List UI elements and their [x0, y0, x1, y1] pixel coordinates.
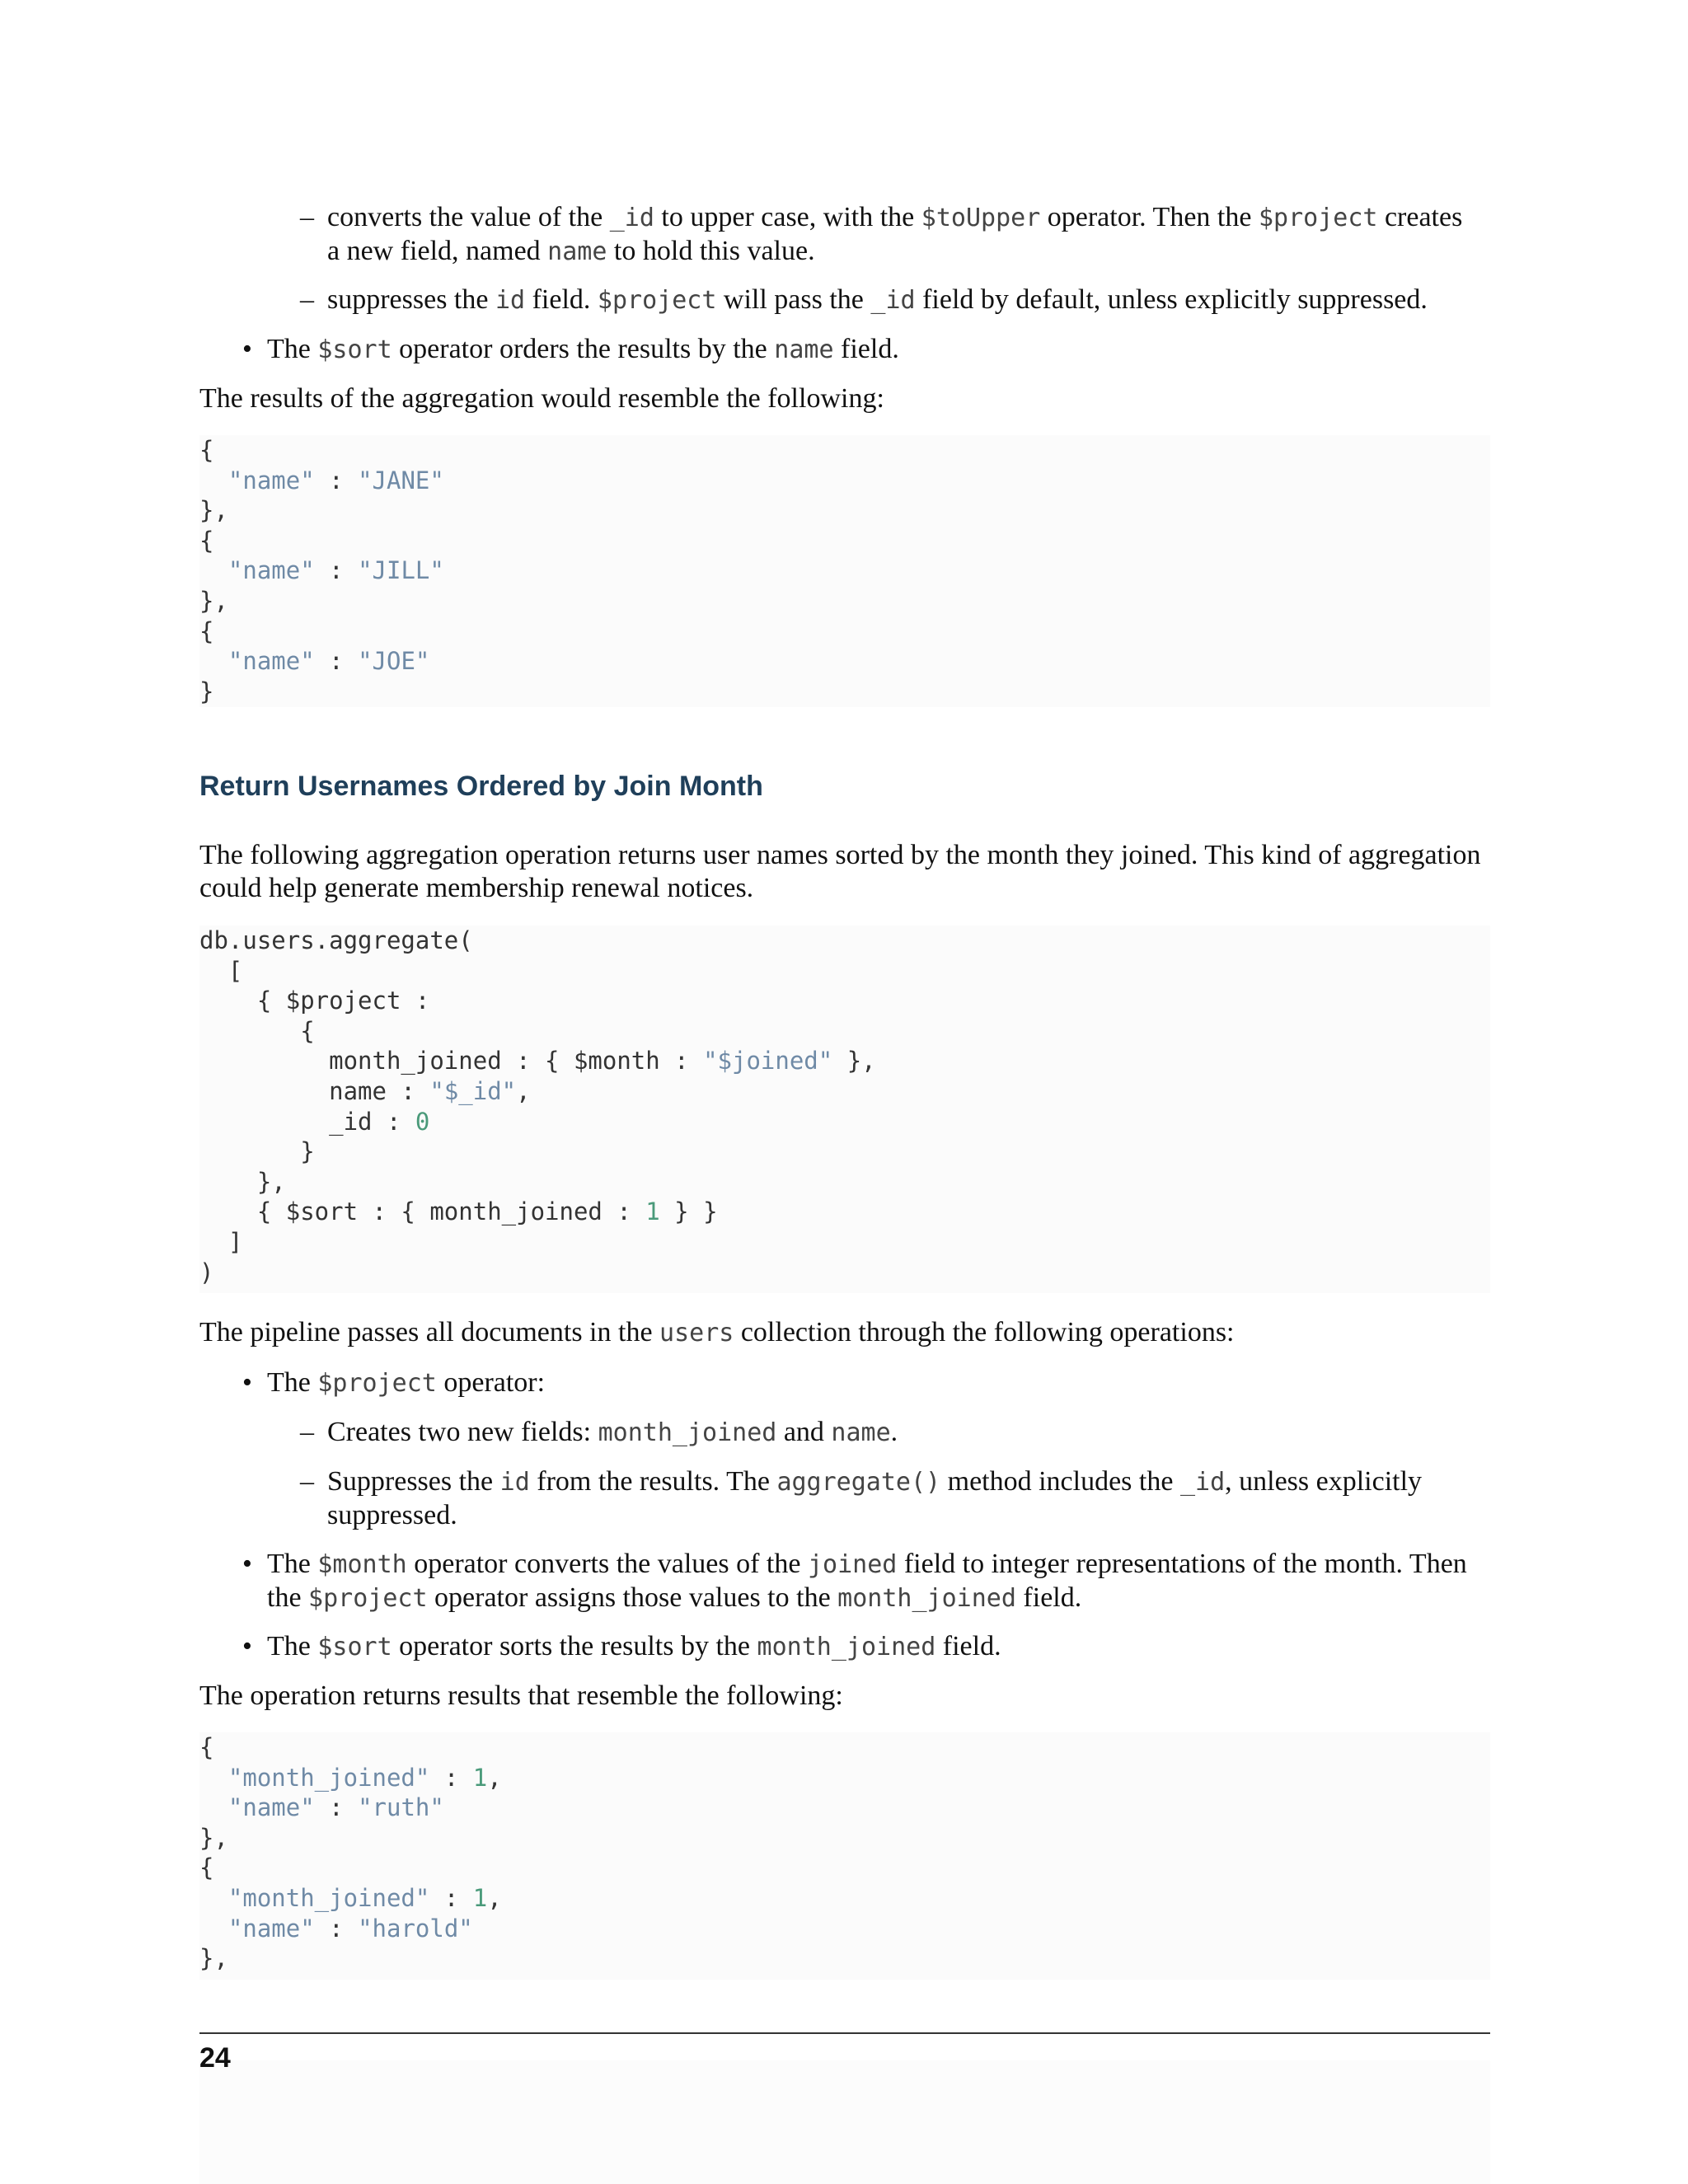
paragraph: The results of the aggregation would resemble the following:: [199, 383, 884, 414]
list-item: converts the value of the _id to upper case, with the $toUpper operator. Then the $project creates a new field, named name to hold this value.: [327, 202, 1463, 266]
paragraph: The pipeline passes all documents in the users collection through the following operations:: [199, 1317, 1235, 1347]
list-item: Suppresses the id from the results. The aggregate() method includes the _id, unless explicitly suppressed.: [327, 1466, 1423, 1530]
bullet-marker: •: [242, 334, 252, 364]
code-block-continuation: [199, 2060, 1490, 2184]
dash-marker: –: [300, 1417, 314, 1447]
bullet-marker: •: [242, 1367, 252, 1398]
dash-marker: –: [300, 1466, 314, 1497]
list-item: The $month operator converts the values of the joined field to integer representations of the month. Then the $project operator assigns those values to the month_joined field.: [267, 1549, 1467, 1613]
dash-marker: –: [300, 202, 314, 232]
footer-divider: [199, 2032, 1490, 2034]
list-item: Creates two new fields: month_joined and name.: [327, 1417, 898, 1447]
bullet-marker: •: [242, 1631, 252, 1661]
code-block: { "name" : "JANE" }, { "name" : "JILL" }, { "name" : "JOE" }: [199, 435, 1490, 707]
paragraph: The following aggregation operation returns user names sorted by the month they joined. This kind of aggregation could help generate membership renewal notices.: [199, 840, 1481, 903]
page-number: 24: [199, 2042, 231, 2074]
list-item: suppresses the id field. $project will pass the _id field by default, unless explicitly suppressed.: [327, 284, 1428, 315]
list-item: The $project operator:: [267, 1367, 546, 1398]
section-heading: Return Usernames Ordered by Join Month: [199, 771, 763, 802]
code-block: { "month_joined" : 1, "name" : "ruth" }, { "month_joined" : 1, "name" : "harold" },: [199, 1732, 1490, 1980]
paragraph: The operation returns results that resemble the following:: [199, 1680, 843, 1711]
dash-marker: –: [300, 284, 314, 315]
code-block: db.users.aggregate( [ { $project : { month_joined : { $month : "$joined" }, name : "$_id", _id : 0 } }, { $sort : { month_joined : 1 } } ] ): [199, 926, 1490, 1293]
bullet-marker: •: [242, 1549, 252, 1579]
list-item: The $sort operator sorts the results by the month_joined field.: [267, 1631, 1001, 1661]
list-item: The $sort operator orders the results by the name field.: [267, 334, 899, 364]
